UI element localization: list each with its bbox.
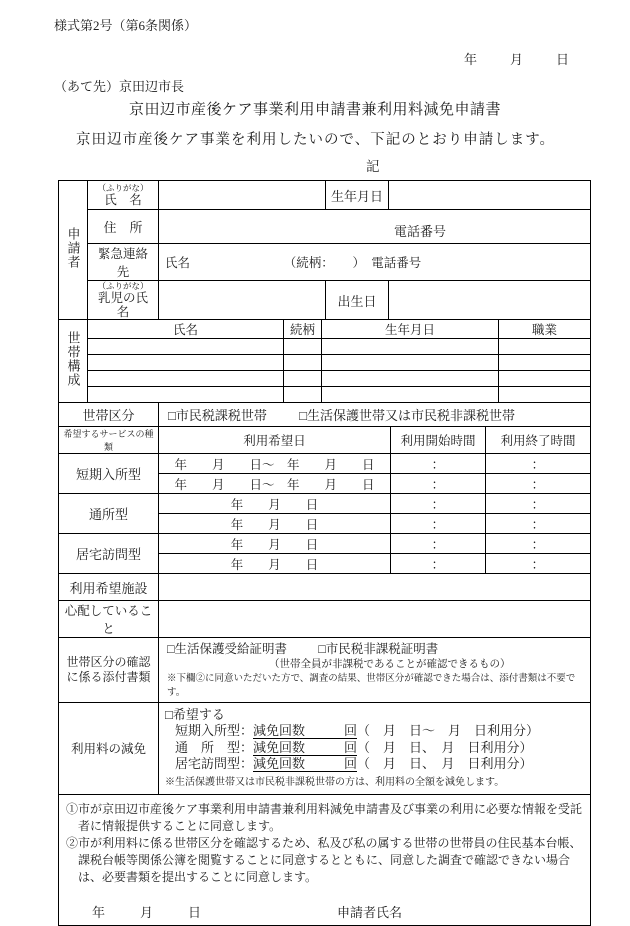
checkbox-welfare-certificate[interactable]: □生活保護受給証明書 <box>167 642 288 656</box>
day-label[interactable]: 日 <box>188 904 202 920</box>
household-relation-field[interactable] <box>284 355 322 371</box>
household-relation-field[interactable] <box>284 387 322 403</box>
service-start-time-field[interactable]: ： <box>391 454 486 474</box>
household-group-label: 世帯構成 <box>65 331 81 387</box>
infant-name-field[interactable] <box>159 281 326 320</box>
record-heading: 記 <box>366 159 380 174</box>
checkbox-welfare-household[interactable]: □生活保護世帯又は市民税非課税世帯 <box>299 408 515 423</box>
services-col-type: 希望するサービスの種類 <box>59 427 159 454</box>
service-type-home-visit: 居宅訪問型 <box>59 534 159 574</box>
signature-line <box>66 902 583 921</box>
consent-item-1: ①市が京田辺市産後ケア事業利用申請書兼利用料減免申請書及び事業の利用に必要な情報を受託者に情報提供することに同意します。 <box>66 801 583 833</box>
facility-label: 利用希望施設 <box>59 574 159 601</box>
household-col-name: 氏名 <box>88 320 284 339</box>
household-col-relation: 続柄 <box>284 320 322 339</box>
emergency-contact-field[interactable]: 氏名 （続柄： ） 電話番号 <box>159 244 591 281</box>
infant-furigana-label: （ふりがな） <box>97 281 149 291</box>
address-label: 住 所 <box>88 210 159 244</box>
household-occupation-field[interactable] <box>499 371 591 387</box>
household-name-field[interactable] <box>88 387 284 403</box>
service-end-time-field[interactable]: ： <box>486 554 591 574</box>
attachments-label-line1: 世帯区分の確認 <box>66 655 151 669</box>
services-col-start: 利用開始時間 <box>391 427 486 454</box>
services-col-end: 利用終了時間 <box>486 427 591 454</box>
form-title: 京田辺市産後ケア事業利用申請書兼利用料減免申請書 <box>128 102 501 118</box>
addressee: （あて先）京田辺市長 <box>54 79 185 94</box>
service-end-time-field[interactable]: ： <box>486 454 591 474</box>
service-date-field[interactable]: 年 月 日 <box>159 494 391 514</box>
applicant-birthdate-field[interactable] <box>389 181 591 210</box>
attachments-label <box>59 638 159 703</box>
attachments-note: ※下欄②に同意いただいた方で、調査の結果、世帯区分が確認できた場合は、添付書類は不要です。 <box>167 674 576 698</box>
reduction-type-label: 短期入所型： <box>175 723 254 738</box>
reduction-type-label: 通 所 型： <box>175 739 254 755</box>
checkbox-wish-reduction[interactable]: □希望する <box>165 707 225 722</box>
service-type-short-stay: 短期入所型 <box>59 454 159 494</box>
service-date-field[interactable]: 年 月 日 <box>159 554 391 574</box>
household-row-1 <box>59 339 591 355</box>
household-birthdate-field[interactable] <box>322 355 499 371</box>
intro-text: 京田辺市産後ケア事業を利用したいので、下記のとおり申請します。 <box>76 132 556 148</box>
service-date-field[interactable]: 年 月 日～ 年 月 日 <box>159 474 391 494</box>
reduction-period-field[interactable]: （ 月 日～ 月 日利用分） <box>357 723 540 738</box>
household-name-field[interactable] <box>88 371 284 387</box>
household-occupation-field[interactable] <box>499 355 591 371</box>
applicant-name-label-cell <box>88 181 159 210</box>
birthdate-label: 生年月日 <box>326 181 389 210</box>
reduction-count-field[interactable]: 減免回数 回 <box>253 739 358 755</box>
household-birthdate-field[interactable] <box>322 371 499 387</box>
household-section <box>58 319 591 403</box>
infant-birthdate-label: 出生日 <box>326 281 389 320</box>
furigana-label: （ふりがな） <box>97 183 149 193</box>
household-class-label: 世帯区分 <box>59 403 159 427</box>
emergency-contact-label: 緊急連絡先 <box>88 244 159 281</box>
applicant-section <box>58 180 591 320</box>
household-row-3 <box>59 371 591 387</box>
application-form-table <box>58 180 590 926</box>
household-col-birthdate: 生年月日 <box>322 320 499 339</box>
service-start-time-field[interactable]: ： <box>391 554 486 574</box>
checkbox-taxable-household[interactable]: □市民税課税世帯 <box>168 408 267 423</box>
service-end-time-field[interactable]: ： <box>486 534 591 554</box>
reduction-note: ※生活保護世帯又は市民税非課税世帯の方は、利用料の全額を減免します。 <box>165 776 505 788</box>
services-col-date: 利用希望日 <box>159 427 391 454</box>
household-group-label-cell <box>59 320 88 403</box>
phone-label: 電話番号 <box>394 224 447 239</box>
service-start-time-field[interactable]: ： <box>391 474 486 494</box>
infant-name-label-cell <box>88 281 159 320</box>
tax-certificate-note: （世帯全員が非課税であることが確認できるもの） <box>269 659 511 670</box>
month-label[interactable]: 月 <box>140 904 154 920</box>
infant-name-label: 乳児の氏名 <box>97 291 148 319</box>
reduction-label: 利用料の減免 <box>59 703 159 795</box>
name-label: 氏 名 <box>104 193 142 207</box>
household-name-field[interactable] <box>88 339 284 355</box>
household-class-options <box>159 403 591 427</box>
household-occupation-field[interactable] <box>499 339 591 355</box>
services-section <box>58 426 591 574</box>
household-relation-field[interactable] <box>284 339 322 355</box>
consent-section <box>58 794 591 926</box>
reduction-type-label: 居宅訪問型： <box>175 756 254 771</box>
day-label: 日 <box>556 52 570 67</box>
date-line-top <box>464 49 569 68</box>
service-date-field[interactable]: 年 月 日 <box>159 514 391 534</box>
reduction-period-field[interactable]: （ 月 日、 月 日利用分） <box>357 756 533 771</box>
facility-field[interactable] <box>159 574 591 601</box>
applicant-group-label: 申請者 <box>65 227 81 269</box>
reduction-count-field[interactable]: 減免回数 回 <box>253 756 358 771</box>
service-end-time-field[interactable]: ： <box>486 474 591 494</box>
applicant-address-field[interactable] <box>159 210 591 244</box>
reduction-count-field[interactable]: 減免回数 回 <box>253 723 358 738</box>
household-relation-field[interactable] <box>284 371 322 387</box>
concerns-field[interactable] <box>159 601 591 638</box>
checkbox-tax-exempt-certificate[interactable]: □市民税非課税証明書 <box>318 642 439 656</box>
household-birthdate-field[interactable] <box>322 339 499 355</box>
reduction-row-day-visit <box>165 740 584 757</box>
service-date-field[interactable]: 年 月 日 <box>159 534 391 554</box>
household-row-4 <box>59 387 591 403</box>
consent-content <box>59 794 591 925</box>
reduction-period-field[interactable]: （ 月 日、 月 日利用分） <box>357 739 533 755</box>
reduction-row-home-visit <box>165 756 584 773</box>
concerns-label: 心配していること <box>59 601 159 638</box>
service-start-time-field[interactable]: ： <box>391 534 486 554</box>
service-date-field[interactable]: 年 月 日～ 年 月 日 <box>159 454 391 474</box>
consent-item-2: ②市が利用料に係る世帯区分を確認するため、私及び私の属する世帯の世帯員の住民基本台帳、課税台帳等関係公簿を閲覧することに同意するとともに、同意した調査で確認できない場合は、必要書類を提出することに同意します。 <box>66 835 582 884</box>
year-label: 年 <box>464 52 478 67</box>
household-birthdate-field[interactable] <box>322 387 499 403</box>
infant-birthdate-field[interactable] <box>389 281 591 320</box>
reduction-row-short-stay <box>165 723 584 740</box>
attachments-label-line2: に係る添付書類 <box>66 670 151 684</box>
month-label: 月 <box>510 52 524 67</box>
attachments-content <box>159 638 591 703</box>
service-type-day-visit: 通所型 <box>59 494 159 534</box>
details-section <box>58 573 591 795</box>
household-row-2 <box>59 355 591 371</box>
applicant-name-field[interactable] <box>159 181 326 210</box>
applicant-group-label-cell <box>59 181 88 320</box>
applicant-signature-label[interactable]: 申請者氏名 <box>337 904 403 920</box>
household-occupation-field[interactable] <box>499 387 591 403</box>
form-number: 様式第2号（第6条関係） <box>54 18 198 33</box>
reduction-content <box>159 703 591 795</box>
household-class-section <box>58 402 591 427</box>
service-start-time-field[interactable]: ： <box>391 494 486 514</box>
service-end-time-field[interactable]: ： <box>486 494 591 514</box>
service-end-time-field[interactable]: ： <box>486 514 591 534</box>
year-label[interactable]: 年 <box>92 904 106 920</box>
household-col-occupation: 職業 <box>499 320 591 339</box>
service-start-time-field[interactable]: ： <box>391 514 486 534</box>
household-name-field[interactable] <box>88 355 284 371</box>
